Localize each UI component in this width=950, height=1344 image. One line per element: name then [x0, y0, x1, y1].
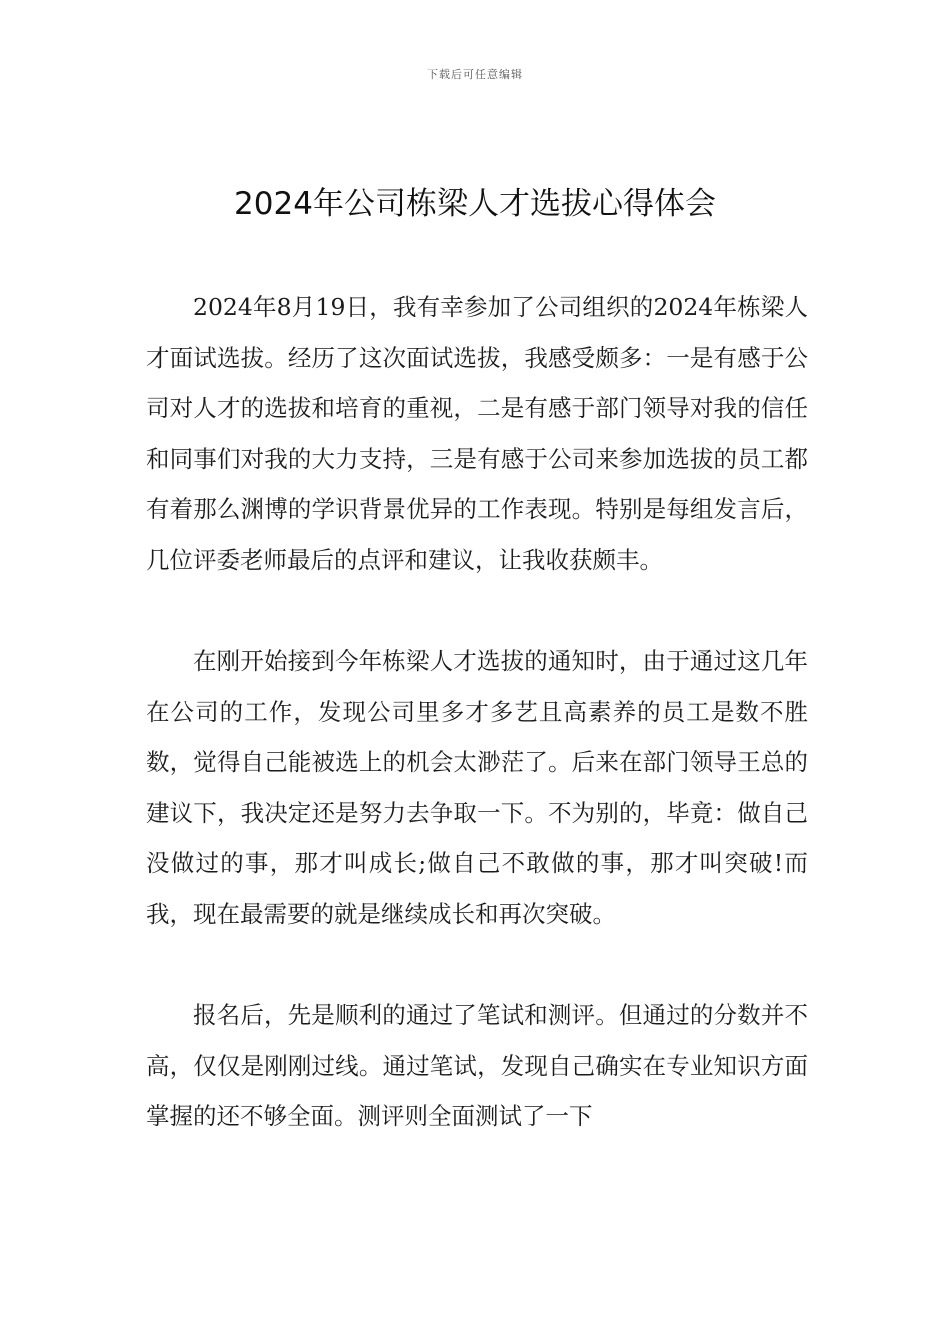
header-note: 下载后可任意编辑	[427, 68, 523, 81]
paragraph-3: 报名后，先是顺利的通过了笔试和测评。但通过的分数并不高，仅仅是刚刚过线。通过笔试，发现自己确实在专业知识方面掌握的还不够全面。测评则全面测试了一下	[146, 1001, 808, 1130]
document-body	[146, 282, 808, 1142]
document-title: 2024年公司栋梁人才选拔心得体会	[234, 186, 716, 222]
paragraph-1: 2024年8月19日，我有幸参加了公司组织的2024年栋梁人才面试选拔。经历了这次面试选拔，我感受颇多：一是有感于公司对人才的选拔和培育的重视，二是有感于部门领导对我的信任和同事们对我的大力支持，三是有感于公司来参加选拔的员工都有着那么渊博的学识背景优异的工作表现。特别是每组发言后，几位评委老师最后的点评和建议，让我收获颇丰。	[146, 293, 808, 574]
paragraph-2: 在刚开始接到今年栋梁人才选拔的通知时，由于通过这几年在公司的工作，发现公司里多才多艺且高素养的员工是数不胜数，觉得自己能被选上的机会太渺茫了。后来在部门领导王总的建议下，我决定还是努力去争取一下。不为别的，毕竟：做自己没做过的事，那才叫成长;做自己不敢做的事，那才叫突破!而我，现在最需要的就是继续成长和再次突破。	[146, 647, 808, 928]
